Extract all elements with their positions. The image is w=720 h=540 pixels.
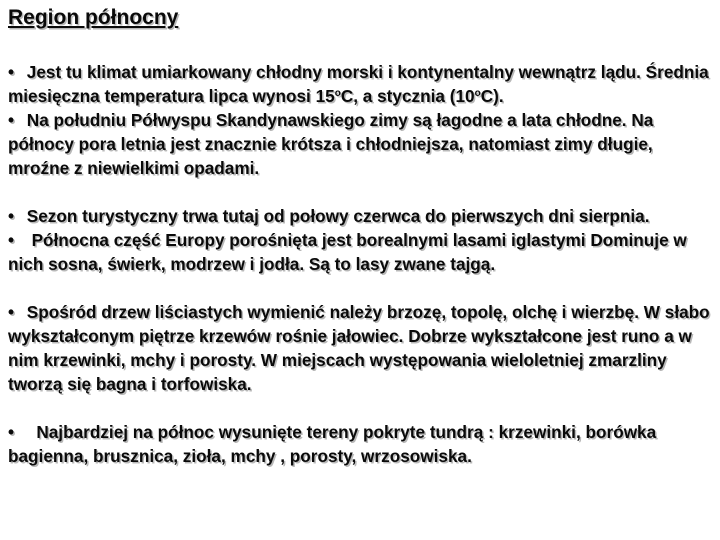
bullet-icon: • — [8, 302, 15, 322]
bullet-icon: • — [8, 62, 15, 82]
bullet-icon: • — [8, 110, 15, 130]
degree-sup-1: o — [334, 88, 341, 99]
tourism-text: Sezon turystyczny trwa tutaj od połowy czerwca do pierwszych dni sierpnia. — [26, 206, 650, 226]
climate-text-b: C, a stycznia (10 — [340, 86, 475, 106]
paragraph-trees — [8, 300, 714, 396]
slide-title: Region północny — [8, 6, 179, 29]
spacer — [8, 276, 714, 300]
paragraph-tundra — [8, 420, 714, 468]
paragraph-seasons — [8, 108, 714, 180]
degree-sup-2: o — [474, 88, 481, 99]
bullet-icon: • — [8, 230, 15, 250]
bullet-icon: • — [8, 422, 15, 442]
paragraph-forests — [8, 228, 714, 276]
trees-text: Spośród drzew liściastych wymienić należy brzozę, topolę, olchę i wierzbę. W słabo wykształconym piętrze krzewów rośnie jałowiec. Dobrze wykształcone jest runo a w nim krzewinki, mchy i porosty. W miejscach występowania wieloletniej zmarzliny tworzą się bagna i torfowiska. — [8, 302, 710, 394]
spacer — [8, 180, 714, 204]
climate-text-a: Jest tu klimat umiarkowany chłodny morski i kontynentalny wewnątrz lądu. Średnia miesięczna temperatura lipca wynosi 15 — [8, 62, 709, 106]
seasons-text: Na południu Półwyspu Skandynawskiego zimy są łagodne a lata chłodne. Na północy pora letnia jest znacznie krótsza i chłodniejsza, natomiast zimy długie, mroźne z niewielkimi opadami. — [8, 110, 654, 178]
climate-text-c: C). — [480, 86, 504, 106]
slide-body — [8, 60, 714, 468]
forests-text: Północna część Europy porośnięta jest borealnymi lasami iglastymi Dominuje w nich sosna, świerk, modrzew i jodła. Są to lasy zwane tajgą. — [8, 230, 687, 274]
paragraph-climate — [8, 60, 714, 108]
tundra-text: Najbardziej na północ wysunięte tereny pokryte tundrą : krzewinki, borówka bagienna, brusznica, zioła, mchy , porosty, wrzosowiska. — [8, 422, 657, 466]
paragraph-tourism — [8, 204, 714, 228]
spacer — [8, 396, 714, 420]
bullet-icon: • — [8, 206, 15, 226]
